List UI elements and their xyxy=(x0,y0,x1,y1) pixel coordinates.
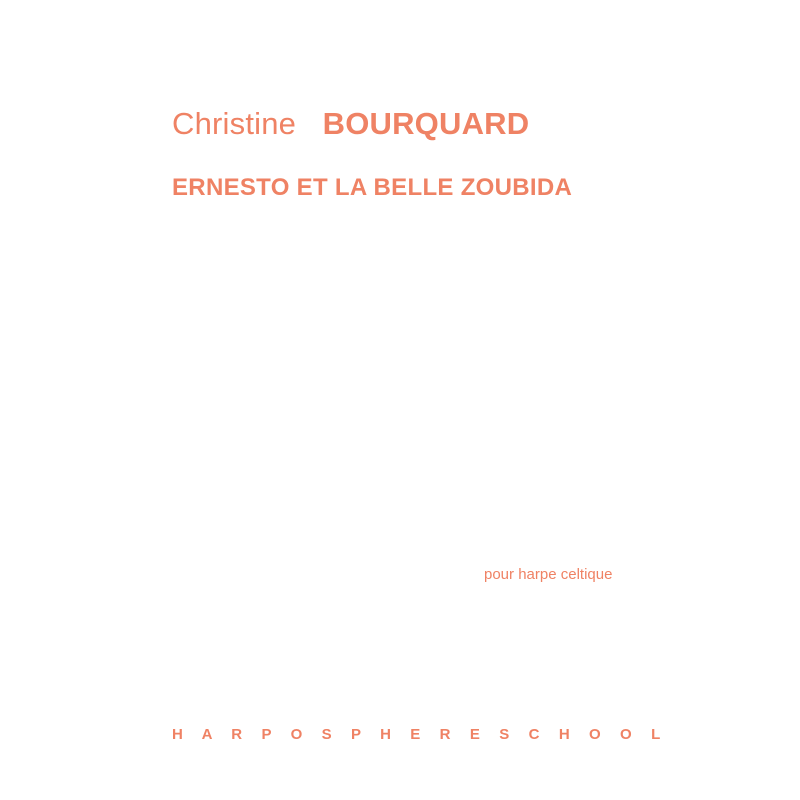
instrumentation-label: pour harpe celtique xyxy=(484,566,613,583)
composer-name xyxy=(172,106,529,142)
composer-last-name: BOURQUARD xyxy=(322,106,530,141)
composer-first-name: Christine xyxy=(172,106,297,141)
publisher-name: H A R P O S P H E R E S C H O O L xyxy=(172,726,668,743)
work-title: ERNESTO ET LA BELLE ZOUBIDA xyxy=(172,174,573,201)
